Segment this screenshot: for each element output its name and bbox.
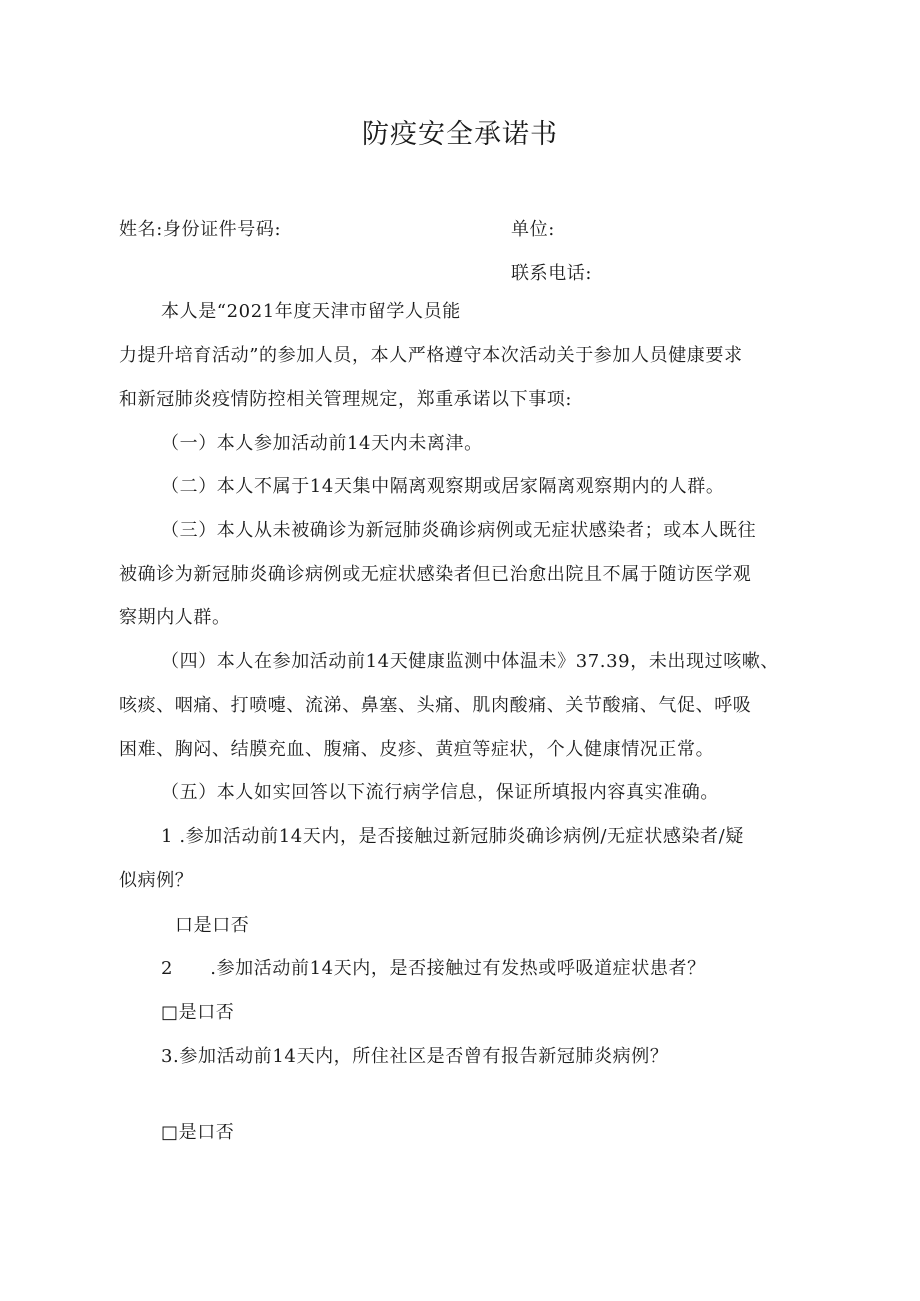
question-1: 1 .参加活动前14天内，是否接触过新冠肺炎确诊病例/无症状感染者/疑 — [161, 826, 744, 847]
paragraph-line: 似病例？ — [119, 870, 194, 891]
commitment-item-5: （五）本人如实回答以下流行病学信息，保证所填报内容真实准确。 — [161, 782, 719, 803]
question-2-answer-options: □是口否 — [161, 1002, 235, 1023]
commitment-item-4: （四）本人在参加活动前14天健康监测中体温未》37.39，未出现过咳嗽、 — [161, 651, 780, 672]
phone-label: 联系电话: — [511, 263, 593, 284]
unit-label: 单位: — [511, 219, 555, 240]
paragraph-line: 被确诊为新冠肺炎确诊病例或无症状感染者但已治愈出院且不属于随访医学观 — [119, 564, 752, 585]
question-3: 3.参加活动前14天内，所住社区是否曾有报告新冠肺炎病例？ — [161, 1046, 669, 1067]
paragraph-line: 咳痰、咽痛、打喷嚏、流涕、鼻塞、头痛、肌肉酸痛、关节酸痛、气促、呼吸 — [119, 695, 752, 716]
paragraph-line: 和新冠肺炎疫情防控相关管理规定，郑重承诺以下事项: — [119, 389, 573, 410]
paragraph-line: 困难、胸闷、结膜充血、腹痛、皮疹、黄疸等症状，个人健康情况正常。 — [119, 739, 715, 760]
question-1-answer-options: 口是口否 — [175, 915, 250, 936]
paragraph-line: 力提升培育活动”的参加人员，本人严格遵守本次活动关于参加人员健康要求 — [119, 345, 743, 366]
commitment-item-3: （三）本人从未被确诊为新冠肺炎确诊病例或无症状感染者；或本人既往 — [161, 520, 757, 541]
question-2: 2 .参加活动前14天内，是否接触过有发热或呼吸道症状患者？ — [161, 958, 706, 979]
commitment-item-1: （一）本人参加活动前14天内未离津。 — [161, 433, 483, 454]
name-id-label: 姓名:身份证件号码: — [119, 219, 282, 240]
commitment-item-2: （二）本人不属于14天集中隔离观察期或居家隔离观察期内的人群。 — [161, 476, 725, 497]
paragraph-line: 本人是“2021年度天津市留学人员能 — [161, 301, 461, 322]
question-3-answer-options: □是口否 — [161, 1122, 235, 1143]
document-title: 防疫安全承诺书 — [362, 119, 558, 150]
paragraph-line: 察期内人群。 — [119, 607, 231, 628]
